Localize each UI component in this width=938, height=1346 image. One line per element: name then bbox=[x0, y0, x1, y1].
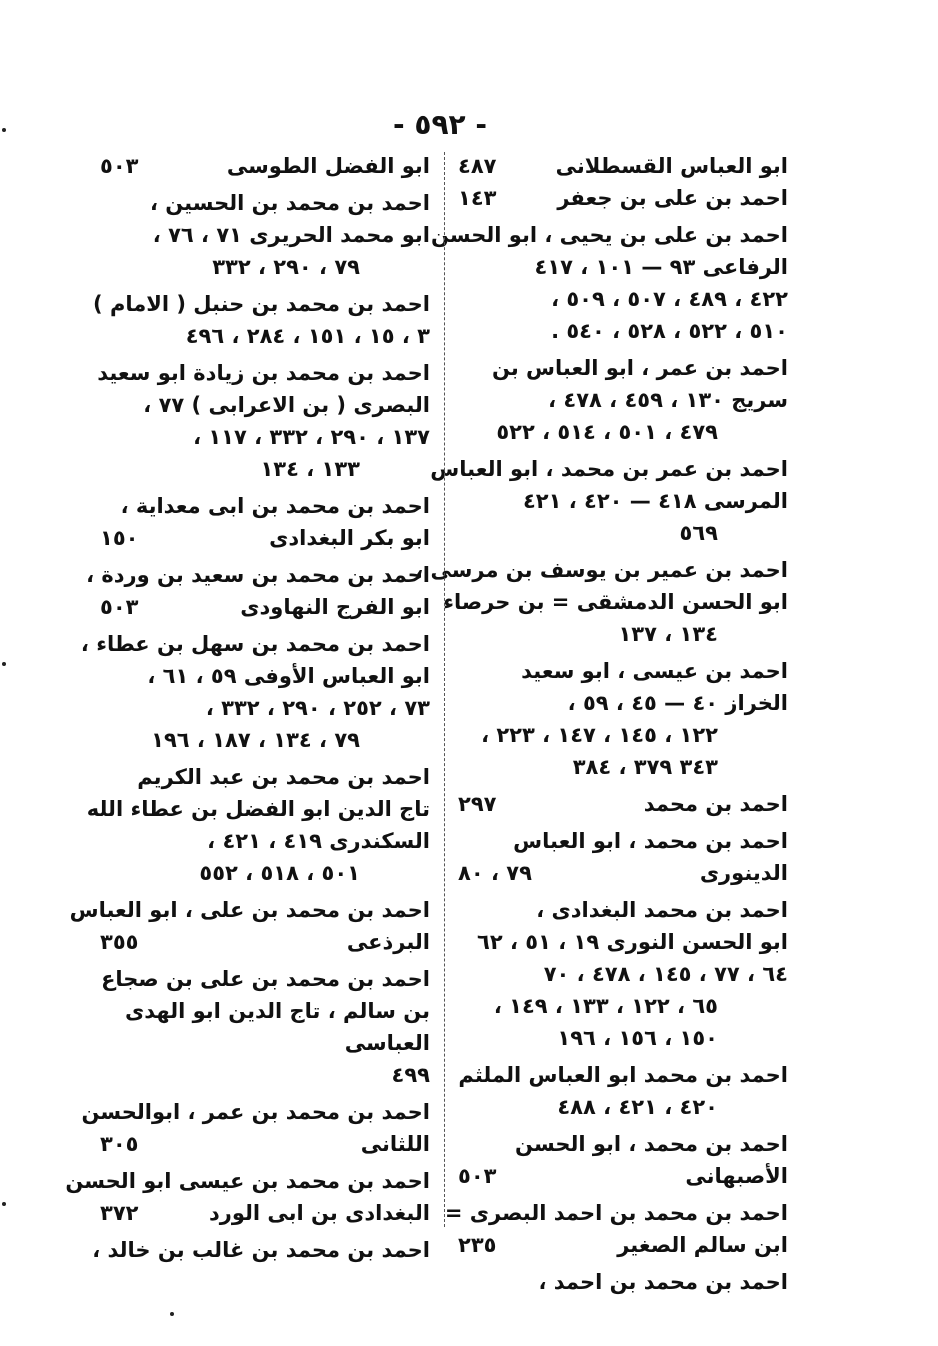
index-entry-line bbox=[458, 1128, 788, 1160]
entry-text: احمد بن محمد بن احمد البصرى = bbox=[444, 1201, 788, 1225]
entry-text: الخراز ٤٠ — ٤٥ ، ٥٩ ، bbox=[567, 691, 788, 715]
scan-speck bbox=[2, 128, 6, 132]
entry-text: احمد بن محمد بن عمر ، ابوالحسن bbox=[81, 1100, 430, 1124]
entry-text: تاج الدين ابو الفضل بن عطاء الله bbox=[86, 797, 430, 821]
index-entry-line bbox=[100, 1059, 430, 1091]
entry-page-ref: ١٥٠ bbox=[100, 526, 139, 550]
entry-text: ٤٢٠ ، ٤٢١ ، ٤٨٨ bbox=[557, 1095, 718, 1119]
index-entry-line bbox=[81, 1096, 430, 1128]
entry-text: احمد بن محمد ، ابو الحسن bbox=[515, 1132, 788, 1156]
index-entry-line bbox=[100, 963, 430, 995]
entry-text: ابو العباس القسطلانى bbox=[555, 154, 788, 178]
entry-text: احمد بن على بن يحيى ، ابو الحسن bbox=[431, 223, 788, 247]
entry-text: احمد بن عمير بن يوسف بن مرسى ، bbox=[415, 558, 788, 582]
index-entry-line bbox=[458, 1229, 788, 1261]
index-entry-line bbox=[86, 793, 430, 825]
index-entry-line bbox=[86, 559, 430, 591]
entry-page-ref: ١٤٣ bbox=[458, 186, 497, 210]
index-entry-line bbox=[100, 219, 430, 251]
entry-text: ٤٩٩ bbox=[391, 1063, 430, 1087]
entry-text: احمد بن محمد بن سعيد بن وردة ، bbox=[86, 563, 430, 587]
index-entry-line bbox=[431, 219, 788, 251]
index-entry-line bbox=[92, 1234, 430, 1266]
index-entry-line bbox=[100, 490, 430, 522]
column-divider bbox=[444, 152, 445, 1227]
index-entry-line bbox=[97, 357, 430, 389]
index-entry-line bbox=[100, 825, 430, 857]
entry-text: بن سالم ، تاج الدين ابو الهدى bbox=[125, 999, 430, 1023]
index-entry-line bbox=[458, 283, 788, 315]
index-entry-line bbox=[93, 288, 430, 320]
index-entry-line bbox=[100, 187, 430, 219]
entry-text: ١٢٢ ، ١٤٥ ، ١٤٧ ، ٢٢٣ ، bbox=[481, 723, 718, 747]
entry-text: البرذعى bbox=[346, 930, 430, 954]
index-entry-line bbox=[100, 251, 430, 283]
entry-text: احمد بن محمد بن حنبل ( الامام ) bbox=[93, 292, 430, 316]
entry-text: احمد بن محمد البغدادى ، bbox=[536, 898, 788, 922]
index-entry-line bbox=[458, 788, 788, 820]
index-entry-line bbox=[100, 389, 430, 421]
entry-text: احمد بن محمد بن عيسى ابو الحسن bbox=[65, 1169, 430, 1193]
index-entry-line bbox=[100, 421, 430, 453]
index-entry-line bbox=[458, 894, 788, 926]
scan-speck bbox=[2, 662, 6, 666]
entry-text: ٥٠١ ، ٥١٨ ، ٥٥٢ bbox=[199, 861, 360, 885]
index-entry-line bbox=[458, 1022, 788, 1054]
entry-text: احمد بن محمد ، ابو العباس bbox=[513, 829, 788, 853]
index-entry-line bbox=[458, 655, 788, 687]
index-entry-line bbox=[100, 926, 430, 958]
index-entry-line bbox=[458, 751, 788, 783]
entry-page-ref: ٥٠٣ bbox=[458, 1164, 497, 1188]
entry-page-ref: ٢٣٥ bbox=[458, 1233, 497, 1257]
entry-text: ٤٢٢ ، ٤٨٩ ، ٥٠٧ ، ٥٠٩ ، bbox=[551, 287, 788, 311]
index-entry-line bbox=[458, 251, 788, 283]
entry-page-ref: ٧٩ ، ٨٠ bbox=[458, 861, 532, 885]
entry-text: احمد بن محمد بن على ، ابو العباس bbox=[69, 898, 430, 922]
index-entry-line bbox=[458, 416, 788, 448]
entry-text: احمد بن محمد ابو العباس الملثم bbox=[458, 1063, 788, 1087]
entry-text: المرسى ٤١٨ — ٤٢٠ ، ٤٢١ bbox=[522, 489, 788, 513]
page-number: - ٥٩٢ - bbox=[392, 108, 488, 141]
entry-text: ١٣٧ ، ٢٩٠ ، ٣٣٢ ، ١١٧ ، bbox=[193, 425, 430, 449]
index-entry-line bbox=[444, 1197, 788, 1229]
index-entry-line bbox=[100, 591, 430, 623]
entry-text: احمد بن على بن جعفر bbox=[557, 186, 788, 210]
index-entry-line bbox=[100, 522, 430, 554]
index-entry-line bbox=[430, 453, 788, 485]
entry-text: احمد بن محمد بن عبد الكريم bbox=[137, 765, 430, 789]
entry-text: ٦٤ ، ٧٧ ، ١٤٥ ، ٤٧٨ ، ٧٠ bbox=[543, 962, 788, 986]
entry-text: احمد بن محمد بن على بن صجاع bbox=[101, 967, 430, 991]
index-entry-line bbox=[458, 1266, 788, 1298]
index-entry-line bbox=[458, 990, 788, 1022]
entry-text: احمد بن محمد bbox=[643, 792, 788, 816]
entry-text: الرفاعى ٩٣ — ١٠١ ، ٤١٧ bbox=[534, 255, 788, 279]
entry-text: الأصبهانى bbox=[685, 1164, 788, 1188]
entry-text: ابو الحسن النورى ١٩ ، ٥١ ، ٦٢ bbox=[477, 930, 788, 954]
entry-text: الدينورى bbox=[699, 861, 788, 885]
entry-text: احمد بن محمد بن الحسين ، bbox=[149, 191, 430, 215]
index-entry-line bbox=[100, 761, 430, 793]
entry-text: ابو الفرج النهاودى bbox=[240, 595, 430, 619]
index-entry-line bbox=[100, 453, 430, 485]
entry-text: اللثانى bbox=[360, 1132, 430, 1156]
entry-page-ref: ٥٠٣ bbox=[100, 595, 139, 619]
entry-text: البصرى ( بن الاعرابى ) ٧٧ ، bbox=[143, 393, 430, 417]
entry-text: احمد بن عيسى ، ابو سعيد bbox=[521, 659, 788, 683]
entry-text: ٦٥ ، ١٢٢ ، ١٣٣ ، ١٤٩ ، bbox=[493, 994, 718, 1018]
index-entry-line bbox=[100, 724, 430, 756]
entry-text: ابو بكر البغدادى bbox=[269, 526, 430, 550]
entry-text: ابن سالم الصغير bbox=[617, 1233, 788, 1257]
index-entry-line bbox=[100, 1128, 430, 1160]
entry-page-ref: ٣٧٢ bbox=[100, 1201, 139, 1225]
index-entry-line bbox=[69, 894, 430, 926]
entry-text: احمد بن محمد بن احمد ، bbox=[538, 1270, 788, 1294]
index-column-left bbox=[65, 150, 430, 1266]
entry-page-ref: ٤٨٧ bbox=[458, 154, 497, 178]
entry-page-ref: ٣٠٥ bbox=[100, 1132, 139, 1156]
index-entry-line bbox=[415, 554, 788, 586]
index-entry-line bbox=[458, 857, 788, 889]
entry-text: ٧٩ ، ٢٩٠ ، ٣٣٢ bbox=[212, 255, 360, 279]
entry-text: ١٥٠ ، ١٥٦ ، ١٩٦ bbox=[557, 1026, 718, 1050]
index-entry-line bbox=[100, 995, 430, 1027]
entry-text: البغدادى بن ابى الورد bbox=[208, 1201, 430, 1225]
index-entry-line bbox=[458, 150, 788, 182]
entry-text: ابو العباس الأوفى ٥٩ ، ٦١ ، bbox=[147, 664, 430, 688]
entry-text: احمد بن محمد بن زيادة ابو سعيد bbox=[97, 361, 430, 385]
entry-text: احمد بن عمر بن محمد ، ابو العباس bbox=[430, 457, 788, 481]
entry-page-ref: ٥٠٣ bbox=[100, 154, 139, 178]
entry-text: احمد بن محمد بن سهل بن عطاء ، bbox=[80, 632, 430, 656]
entry-text: احمد بن محمد بن غالب بن خالد ، bbox=[92, 1238, 430, 1262]
index-entry-line bbox=[100, 857, 430, 889]
index-entry-line bbox=[100, 660, 430, 692]
entry-text: ٣٤٣ ٣٧٩ ، ٣٨٤ bbox=[572, 755, 718, 779]
entry-page-ref: ٣٥٥ bbox=[100, 930, 139, 954]
entry-text: ١٣٤ ، ١٣٧ bbox=[618, 622, 718, 646]
entry-text: ٧٩ ، ١٣٤ ، ١٨٧ ، ١٩٦ bbox=[151, 728, 360, 752]
entry-text: ٤٧٩ ، ٥٠١ ، ٥١٤ ، ٥٢٢ bbox=[496, 420, 718, 444]
entry-text: ابو الحسن الدمشقى = بن حرصاء bbox=[443, 590, 788, 614]
entry-text: السكندرى ٤١٩ ، ٤٢١ ، bbox=[207, 829, 430, 853]
index-entry-line bbox=[100, 1197, 430, 1229]
entry-text: ٥٦٩ bbox=[679, 521, 718, 545]
entry-text: ٧٣ ، ٢٥٢ ، ٢٩٠ ، ٣٣٢ ، bbox=[205, 696, 430, 720]
entry-text: سريج ١٣٠ ، ٤٥٩ ، ٤٧٨ ، bbox=[548, 388, 788, 412]
index-entry-line bbox=[458, 1091, 788, 1123]
index-entry-line bbox=[458, 1059, 788, 1091]
index-entry-line bbox=[458, 485, 788, 517]
index-entry-line bbox=[80, 628, 430, 660]
entry-text: احمد بن محمد بن ابى معداية ، bbox=[120, 494, 430, 518]
index-entry-line bbox=[458, 384, 788, 416]
entry-text: ١٣٣ ، ١٣٤ bbox=[260, 457, 360, 481]
index-entry-line bbox=[100, 1027, 430, 1059]
index-entry-line bbox=[443, 586, 788, 618]
index-entry-line bbox=[100, 692, 430, 724]
entry-text: العباسى bbox=[344, 1031, 430, 1055]
index-entry-line bbox=[458, 315, 788, 347]
index-entry-line bbox=[100, 320, 430, 352]
index-column-right bbox=[415, 150, 788, 1298]
index-entry-line bbox=[458, 517, 788, 549]
scan-speck bbox=[170, 1312, 174, 1316]
index-entry-line bbox=[458, 1160, 788, 1192]
index-entry-line bbox=[458, 182, 788, 214]
entry-text: ٣ ، ١٥ ، ١٥١ ، ٢٨٤ ، ٤٩٦ bbox=[185, 324, 430, 348]
index-entry-line bbox=[458, 719, 788, 751]
index-entry-line bbox=[458, 825, 788, 857]
index-entry-line bbox=[458, 687, 788, 719]
entry-text: ابو محمد الحريرى ٧١ ، ٧٦ ، bbox=[152, 223, 430, 247]
index-entry-line bbox=[458, 926, 788, 958]
index-entry-line bbox=[100, 150, 430, 182]
index-entry-line bbox=[65, 1165, 430, 1197]
index-entry-line bbox=[458, 958, 788, 990]
entry-text: احمد بن عمر ، ابو العباس بن bbox=[491, 356, 788, 380]
entry-page-ref: ٢٩٧ bbox=[458, 792, 497, 816]
entry-text: ابو الفضل الطوسى bbox=[226, 154, 430, 178]
index-entry-line bbox=[458, 352, 788, 384]
entry-text: ٥١٠ ، ٥٢٢ ، ٥٢٨ ، ٥٤٠ . bbox=[551, 319, 788, 343]
scan-speck bbox=[2, 1202, 6, 1206]
index-entry-line bbox=[458, 618, 788, 650]
